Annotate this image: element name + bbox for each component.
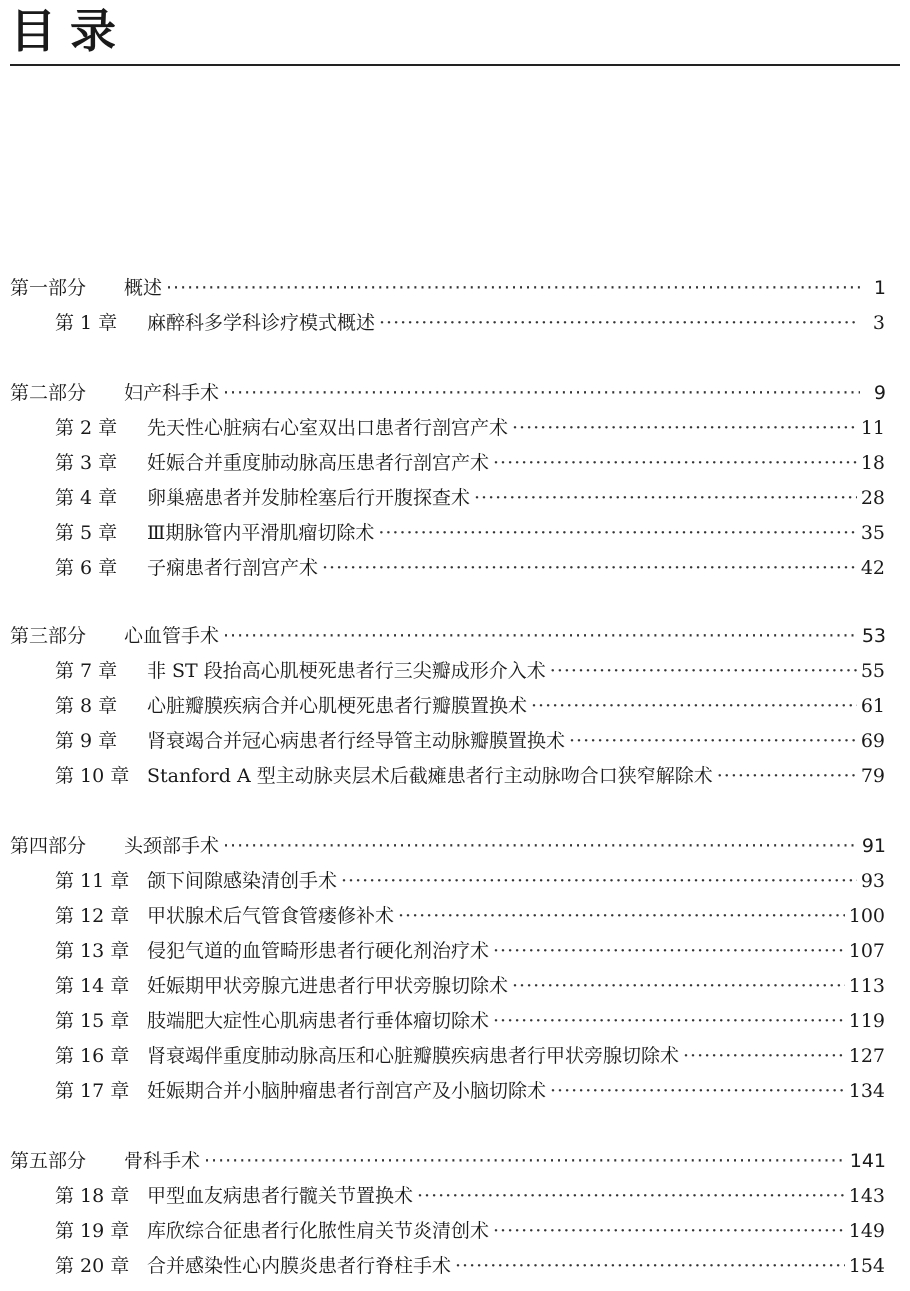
dot-leader: [717, 763, 857, 789]
toc-chapter-entry[interactable]: [55, 1078, 885, 1104]
chapter-number: 第 17 章: [55, 1080, 130, 1102]
page-number: 69: [860, 730, 885, 752]
toc-chapter-entry[interactable]: [55, 938, 885, 964]
chapter-number: 第 2 章: [55, 417, 118, 439]
toc-chapter-entry[interactable]: [55, 1253, 885, 1279]
dot-leader: [341, 868, 857, 894]
page-number: 1: [873, 277, 886, 299]
chapter-title: 心脏瓣膜疾病合并心肌梗死患者行瓣膜置换术: [147, 695, 528, 717]
page-number: 143: [848, 1185, 885, 1207]
dot-leader: [455, 1253, 845, 1279]
part-number: 第二部分: [10, 382, 87, 404]
chapter-number: 第 10 章: [55, 765, 130, 787]
chapter-number: 第 6 章: [55, 557, 118, 579]
chapter-title: 非 ST 段抬高心肌梗死患者行三尖瓣成形介入术: [147, 660, 546, 682]
page-number: 107: [848, 940, 885, 962]
toc-chapter-entry[interactable]: [55, 658, 885, 684]
toc-part-entry[interactable]: [10, 1148, 886, 1174]
chapter-number: 第 18 章: [55, 1185, 130, 1207]
chapter-number: 第 1 章: [55, 312, 118, 334]
toc-chapter-entry[interactable]: [55, 555, 885, 581]
dot-leader: [512, 415, 857, 441]
dot-leader: [493, 938, 845, 964]
toc-chapter-entry[interactable]: [55, 728, 885, 754]
chapter-number: 第 12 章: [55, 905, 130, 927]
page-number: 35: [860, 522, 885, 544]
chapter-number: 第 11 章: [55, 870, 130, 892]
page-number: 154: [848, 1255, 885, 1277]
chapter-number: 第 16 章: [55, 1045, 130, 1067]
toc-part-entry[interactable]: [10, 275, 886, 301]
chapter-number: 第 14 章: [55, 975, 130, 997]
toc-part-entry[interactable]: [10, 623, 886, 649]
part-title: 妇产科手术: [124, 382, 220, 404]
chapter-number: 第 8 章: [55, 695, 118, 717]
dot-leader: [569, 728, 857, 754]
part-title: 头颈部手术: [124, 835, 220, 857]
toc-chapter-entry[interactable]: [55, 450, 885, 476]
page-number: 28: [860, 487, 885, 509]
dot-leader: [223, 380, 860, 406]
page-number: 91: [861, 835, 886, 857]
chapter-number: 第 19 章: [55, 1220, 130, 1242]
chapter-title: 子痫患者行剖宫产术: [147, 557, 319, 579]
chapter-number: 第 9 章: [55, 730, 118, 752]
toc-chapter-entry[interactable]: [55, 485, 885, 511]
page-number: 79: [860, 765, 885, 787]
dot-leader: [550, 1078, 845, 1104]
part-number: 第一部分: [10, 277, 87, 299]
chapter-number: 第 4 章: [55, 487, 118, 509]
dot-leader: [550, 658, 857, 684]
part-number: 第五部分: [10, 1150, 87, 1172]
dot-leader: [322, 555, 857, 581]
dot-leader: [166, 275, 860, 301]
toc-part-entry[interactable]: [10, 833, 886, 859]
part-title: 心血管手术: [124, 625, 220, 647]
page-number: 149: [848, 1220, 885, 1242]
dot-leader: [493, 450, 857, 476]
chapter-title: 侵犯气道的血管畸形患者行硬化剂治疗术: [147, 940, 490, 962]
dot-leader: [378, 520, 856, 546]
chapter-number: 第 5 章: [55, 522, 118, 544]
chapter-title: 库欣综合征患者行化脓性肩关节炎清创术: [147, 1220, 490, 1242]
chapter-title: 麻醉科多学科诊疗模式概述: [147, 312, 376, 334]
page-number: 61: [860, 695, 885, 717]
toc-chapter-entry[interactable]: [55, 1218, 885, 1244]
page-number: 134: [848, 1080, 885, 1102]
chapter-title: 肾衰竭合并冠心病患者行经导管主动脉瓣膜置换术: [147, 730, 566, 752]
toc-chapter-entry[interactable]: [55, 1043, 885, 1069]
part-title: 骨科手术: [124, 1150, 201, 1172]
toc-chapter-entry[interactable]: [55, 693, 885, 719]
dot-leader: [512, 973, 845, 999]
chapter-number: 第 3 章: [55, 452, 118, 474]
page-number: 141: [849, 1150, 886, 1172]
page-number: 9: [873, 382, 886, 404]
toc-chapter-entry[interactable]: [55, 973, 885, 999]
part-number: 第三部分: [10, 625, 87, 647]
page-number: 93: [860, 870, 885, 892]
chapter-title: Ⅲ期脉管内平滑肌瘤切除术: [147, 522, 375, 544]
chapter-title: 先天性心脏病右心室双出口患者行剖宫产术: [147, 417, 509, 439]
toc-chapter-entry[interactable]: [55, 415, 885, 441]
page-number: 18: [860, 452, 885, 474]
toc-chapter-entry[interactable]: [55, 1008, 885, 1034]
toc-chapter-entry[interactable]: [55, 520, 885, 546]
dot-leader: [531, 693, 857, 719]
chapter-title: 肾衰竭伴重度肺动脉高压和心脏瓣膜疾病患者行甲状旁腺切除术: [147, 1045, 680, 1067]
chapter-number: 第 13 章: [55, 940, 130, 962]
dot-leader: [223, 833, 858, 859]
chapter-title: 妊娠期合并小脑肿瘤患者行剖宫产及小脑切除术: [147, 1080, 547, 1102]
dot-leader: [493, 1008, 845, 1034]
chapter-number: 第 20 章: [55, 1255, 130, 1277]
toc-chapter-entry[interactable]: [55, 310, 885, 336]
title-divider: [10, 64, 900, 66]
dot-leader: [417, 1183, 845, 1209]
dot-leader: [223, 623, 858, 649]
toc-chapter-entry[interactable]: [55, 868, 885, 894]
page-number: 100: [848, 905, 885, 927]
toc-chapter-entry[interactable]: [55, 763, 885, 789]
chapter-title: 卵巢癌患者并发肺栓塞后行开腹探查术: [147, 487, 471, 509]
chapter-title: 颌下间隙感染清创手术: [147, 870, 338, 892]
page-number: 127: [848, 1045, 885, 1067]
dot-leader: [683, 1043, 845, 1069]
page-title: 目录: [10, 4, 130, 58]
dot-leader: [493, 1218, 845, 1244]
dot-leader: [398, 903, 845, 929]
page-number: 55: [860, 660, 885, 682]
part-title: 概述: [124, 277, 163, 299]
page-number: 11: [860, 417, 885, 439]
chapter-title: 肢端肥大症性心肌病患者行垂体瘤切除术: [147, 1010, 490, 1032]
toc-chapter-entry[interactable]: [55, 1183, 885, 1209]
chapter-title: 妊娠合并重度肺动脉高压患者行剖宫产术: [147, 452, 490, 474]
chapter-title: 妊娠期甲状旁腺亢进患者行甲状旁腺切除术: [147, 975, 509, 997]
dot-leader: [204, 1148, 846, 1174]
chapter-title: Stanford A 型主动脉夹层术后截瘫患者行主动脉吻合口狭窄解除术: [147, 765, 713, 787]
page-number: 42: [860, 557, 885, 579]
page-number: 53: [861, 625, 886, 647]
toc-part-entry[interactable]: [10, 380, 886, 406]
dot-leader: [474, 485, 857, 511]
chapter-title: 甲型血友病患者行髋关节置换术: [147, 1185, 414, 1207]
chapter-title: 甲状腺术后气管食管瘘修补术: [147, 905, 395, 927]
toc-chapter-entry[interactable]: [55, 903, 885, 929]
chapter-title: 合并感染性心内膜炎患者行脊柱手术: [147, 1255, 452, 1277]
page-number: 119: [848, 1010, 885, 1032]
page-number: 3: [872, 312, 885, 334]
chapter-number: 第 7 章: [55, 660, 118, 682]
part-number: 第四部分: [10, 835, 87, 857]
page-number: 113: [848, 975, 885, 997]
chapter-number: 第 15 章: [55, 1010, 130, 1032]
dot-leader: [379, 310, 859, 336]
